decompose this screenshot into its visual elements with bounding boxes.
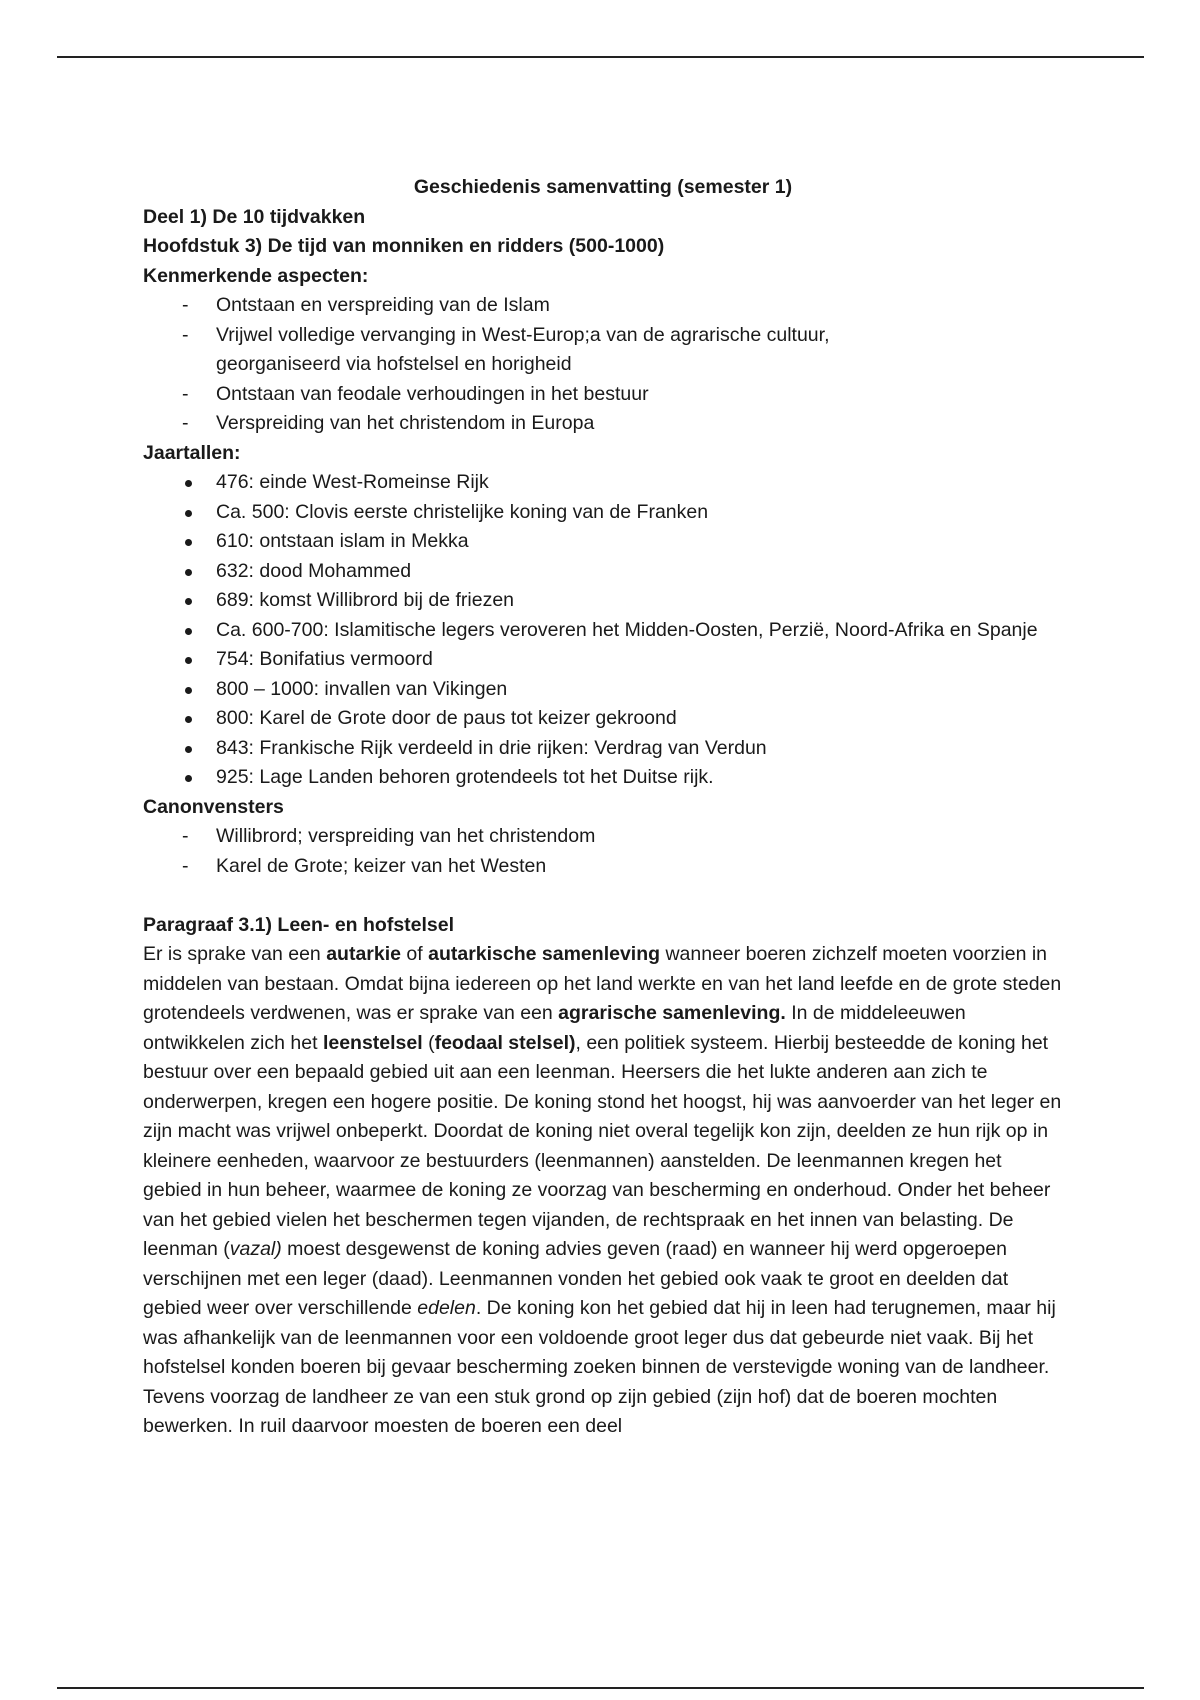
term-autarkische-samenleving: autarkische samenleving [428, 943, 661, 965]
body-text: moest desgewenst de koning advies geven (raad) en wanneer hij werd opgeroepen verschijnen met een leger (daad). Leenmannen vonden het gebied ook vaak te groot en deelden dat gebied weer over verschillende [143, 1238, 1009, 1319]
list-item: Ca. 600-700: Islamitische legers veroveren het Midden-Oosten, Perzië, Noord-Afrika en Spanje [143, 616, 1063, 646]
list-item: 476: einde West-Romeinse Rijk [143, 468, 1063, 498]
canon-heading: Canonvensters [143, 795, 284, 818]
body-text: . De koning kon het gebied dat hij in leen had terugnemen, maar hij was afhankelijk van de leenmannen voor een voldoende groot leger dus dat gebeurde niet vaak. Bij het hofstelsel konden boeren bij gevaar bescherming zoeken binnen de verstevigde woning van de landheer. Tevens voorzag de landheer ze van een stuk grond op zijn gebied (zijn hof) dat de boeren mochten bewerken. In ruil daarvoor moesten de boeren een deel [143, 1297, 1056, 1437]
list-item: Ca. 500: Clovis eerste christelijke koning van de Franken [143, 498, 1063, 528]
term-agrarische-samenleving: agrarische samenleving. [558, 1002, 786, 1024]
list-item: 754: Bonifatius vermoord [143, 645, 1063, 675]
list-item: - Willibrord; verspreiding van het christendom [143, 822, 1063, 852]
term-edelen: edelen [417, 1297, 476, 1319]
list-item: 610: ontstaan islam in Mekka [143, 527, 1063, 557]
body-text: , een politiek systeem. Hierbij besteedde de koning het bestuur over een bepaald gebied uit aan een leenman. Heersers die het lukte anderen aan zich te onderwerpen, kregen een hogere positie. De koning stond het hoogst, hij was aanvoerder van het leger en zijn macht was vrijwel onbeperkt. Doordat de koning niet overal tegelijk kon zijn, deelden ze hun rijk op in kleinere eenheden, waarvoor ze bestuurders (leenmannen) aanstelden. De leenmannen kregen het gebied in hun beheer, waarmee de koning ze voorzag van bescherming en onderhoud. Onder het beheer van het gebied vielen het beschermen tegen vijanden, de rechtspraak en het innen van belasting. De leenman ( [143, 1031, 1062, 1260]
canon-list [143, 822, 1063, 881]
list-item: - Ontstaan van feodale verhoudingen in het bestuur [143, 380, 1063, 410]
spacer [143, 881, 1063, 911]
list-item: - Vrijwel volledige vervanging in West-Europ;a van de agrarische cultuur, georganiseerd via hofstelsel en horigheid [143, 321, 1063, 380]
list-item: 689: komst Willibrord bij de friezen [143, 586, 1063, 616]
aspects-heading: Kenmerkende aspecten: [143, 264, 369, 287]
dates-heading: Jaartallen: [143, 441, 241, 464]
body-text: In de middeleeuwen ontwikkelen zich het [143, 1002, 966, 1054]
list-item: - Karel de Grote; keizer van het Westen [143, 852, 1063, 882]
document-body [143, 173, 1063, 1442]
body-text: Er is sprake van een [143, 943, 327, 965]
footer-rule [57, 1687, 1144, 1689]
term-vazal: vazal) [229, 1238, 282, 1260]
body-text: ( [422, 1031, 435, 1054]
list-item: 632: dood Mohammed [143, 557, 1063, 587]
list-item: - Ontstaan en verspreiding van de Islam [143, 291, 1063, 321]
document-title: Geschiedenis samenvatting (semester 1) [413, 176, 793, 198]
list-item: 800: Karel de Grote door de paus tot keizer gekroond [143, 704, 1063, 734]
list-item: 800 – 1000: invallen van Vikingen [143, 675, 1063, 705]
list-item: 925: Lage Landen behoren grotendeels tot het Duitse rijk. [143, 763, 1063, 793]
dates-list [143, 468, 1063, 793]
aspects-list [143, 291, 1063, 439]
term-autarkie: autarkie [326, 943, 401, 965]
list-item: 843: Frankische Rijk verdeeld in drie rijken: Verdrag van Verdun [143, 734, 1063, 764]
section-heading: Paragraaf 3.1) Leen- en hofstelsel [143, 913, 455, 936]
body-text: wanneer boeren zichzelf moeten voorzien in middelen van bestaan. Omdat bijna iedereen op het land werkte en van het land leefde en de grote steden grotendeels verdwenen, was er sprake van een [143, 943, 1062, 1024]
term-feodaal-stelsel: feodaal stelsel) [434, 1031, 576, 1054]
part-heading: Deel 1) De 10 tijdvakken [143, 205, 366, 228]
header-rule [57, 56, 1144, 58]
chapter-heading: Hoofdstuk 3) De tijd van monniken en ridders (500-1000) [143, 235, 665, 257]
term-leenstelsel: leenstelsel [322, 1031, 423, 1054]
list-item: - Verspreiding van het christendom in Europa [143, 409, 1063, 439]
body-text: of [400, 943, 429, 965]
body-paragraph [143, 940, 1063, 1442]
